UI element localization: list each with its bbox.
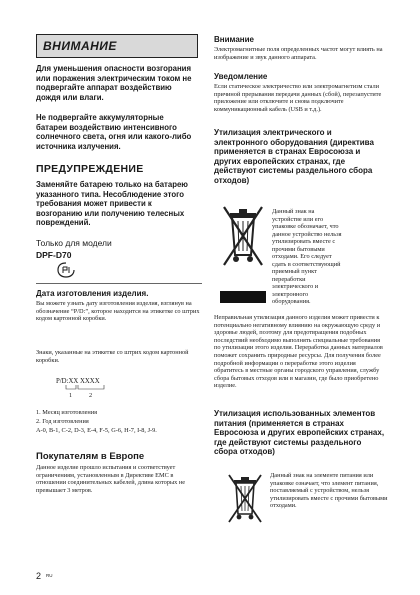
crossed-bin-battery-icon [226, 472, 264, 524]
note-month: 1. Месяц изготовления [36, 409, 98, 416]
buyers-heading: Покупателям в Европе [36, 451, 145, 462]
notice-text: Если статическое электричество или электромагнетизм стали причиной прерывания передачи данных (сбой), перезапустите приложение или отключите и снова подключите коммуникационный кабель (USB и т.д.). [214, 83, 382, 113]
attention-heading: Внимание [214, 35, 254, 44]
divider [36, 283, 202, 284]
disposal-heading: Утилизация электрического и электронного оборудования (директива применяется в странах Евросоюза и других европейских странах, где действуют системы раздельного сбора отходов) [214, 128, 374, 185]
pd-code: P/D:XX XXXX [56, 378, 100, 385]
pd-index-1: 1 [69, 392, 73, 399]
page-language: RU [46, 573, 53, 578]
manufacture-date-text: Вы можете узнать дату изготовления изделия, взглянув на обозначение “P/D:”, которое находится на этикетке со штрих кодом картонной коробки. [36, 300, 200, 323]
caution-heading: ПРЕДУПРЕЖДЕНИЕ [36, 163, 144, 175]
battery-warning-text: Не подвергайте аккумуляторные батареи воздействию интенсивного солнечного света, огня или какого-либо источника излучения. [36, 113, 192, 151]
notice-heading: Уведомление [214, 72, 268, 81]
model-name: DPF-D70 [36, 250, 72, 260]
battery-disposal-heading: Утилизация использованных элементов питания (применяется в странах Евросоюза и других европейских странах, где действуют системы раздельного сбора отходов) [214, 409, 385, 457]
warning-text: Для уменьшения опасности возгорания или поражения электрическим током не подвергайте аппарат воздействию дождя или влаги. [36, 64, 192, 102]
pct-certification-icon [56, 261, 76, 279]
pd-index-2: 2 [89, 392, 93, 399]
buyers-text: Данное изделие прошло испытания и соответствует ограничениям, установленным в Директиве ЕМС в отношении соединительных кабелей, длина которых не превышает 3 метров. [36, 464, 186, 494]
warning-box [36, 34, 198, 58]
crossed-bin-icon [220, 203, 266, 303]
caution-text: Заменяйте батарею только на батарею указанного типа. Несоблюдение этого требования может привести к возгоранию или получению телесных повреждений. [36, 180, 188, 228]
pd-code-bracket [56, 385, 108, 393]
page-number: 2 [36, 571, 42, 581]
label-signs-text: Знаки, указанные на этикетке со штрих кодом картонной коробки. [36, 349, 189, 364]
warning-heading: ВНИМАНИЕ [43, 39, 117, 53]
model-only-label: Только для модели [36, 238, 112, 248]
attention-text: Электромагнитные поля определенных частот могут влиять на изображение и звук данного аппарата. [214, 46, 383, 61]
manufacture-date-heading: Дата изготовления изделия. [36, 289, 149, 298]
battery-side-text: Данный знак на элементе питания или упаковке означает, что элемент питания, поставляемый с устройством, нельзя утилизировать вместе с прочими бытовыми отходами. [270, 472, 388, 510]
disposal-text: Неправильная утилизация данного изделия может привести к потенциально негативному влиянию на окружающую среду и здоровье людей, поэтому для предотвращения подобных последствий необходимо выполнять специальные требования по утилизации этого изделия. Переработка данных материалов поможет сохранить природные ресурсы. Для получения более подробной информации о переработке этого изделия обратитесь в местные органы городского управления, службу сбора бытовых отходов или в магазин, где было приобретено изделие. [214, 314, 383, 390]
note-codes: A-0, B-1, C-2, D-3, E-4, F-5, G-6, H-7, I-8, J-9. [36, 427, 157, 434]
note-year: 2. Год изготовления [36, 418, 89, 425]
disposal-side-text: Данный знак на устройстве или его упаковке обозначает, что данное устройство нельзя утилизировать вместе с прочими бытовыми отходами. Его следует сдать в соответствующий приемный пункт переработки электрического и электронного оборудования. [272, 208, 342, 305]
